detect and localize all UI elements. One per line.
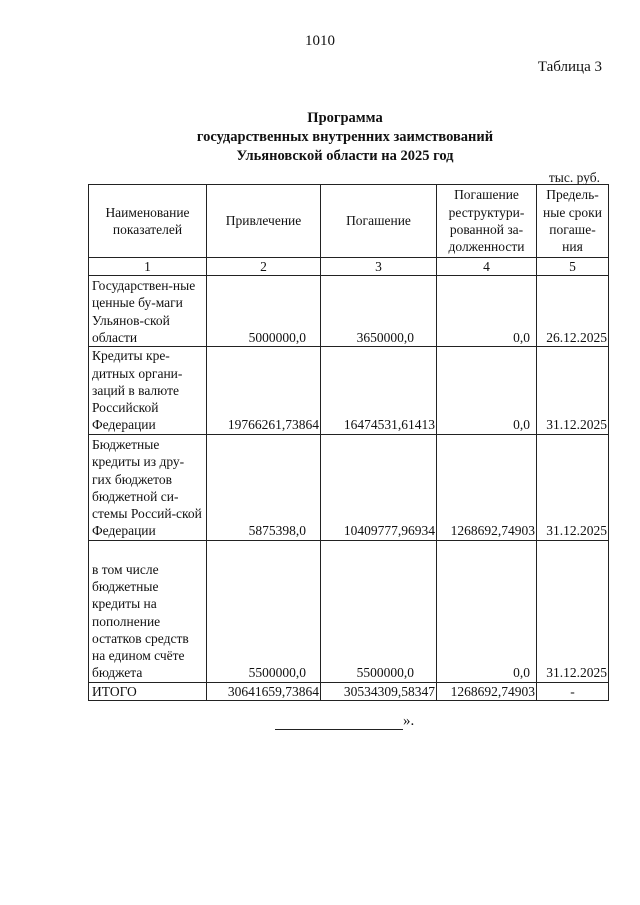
closing-mark <box>275 713 414 730</box>
header-attraction: Привлечение <box>207 185 321 258</box>
row-deadline: 26.12.2025 <box>537 276 609 347</box>
table-label: Таблица 3 <box>537 59 602 75</box>
row-repayment: 3650000,0 <box>321 276 437 347</box>
column-number-row <box>89 258 609 276</box>
table-row <box>89 276 609 347</box>
title-line-1: Программа <box>307 110 383 126</box>
row-restructured: 0,0 <box>437 540 537 682</box>
row-restructured: 1268692,74903 <box>437 434 537 540</box>
row-restructured: 0,0 <box>437 347 537 434</box>
table-header-row <box>89 185 609 258</box>
column-number: 4 <box>437 258 537 276</box>
column-number: 3 <box>321 258 437 276</box>
row-name: Государствен-ные ценные бу-маги Ульянов-ской области <box>89 276 207 347</box>
column-number: 5 <box>537 258 609 276</box>
page-number: 1010 <box>305 33 335 49</box>
total-name: ИТОГО <box>89 682 207 700</box>
row-deadline: 31.12.2025 <box>537 347 609 434</box>
closing-underline <box>275 715 403 730</box>
header-restructured-repayment: Погашение реструктури-рованной за-долженности <box>437 185 537 258</box>
row-deadline: 31.12.2025 <box>537 540 609 682</box>
column-number: 2 <box>207 258 321 276</box>
column-number: 1 <box>89 258 207 276</box>
document-title <box>0 109 640 166</box>
row-name: Кредиты кре-дитных органи-заций в валюте Российской Федерации <box>89 347 207 434</box>
closing-quote: ». <box>403 713 415 729</box>
row-repayment: 5500000,0 <box>321 540 437 682</box>
header-indicator-name: Наименование показателей <box>89 185 207 258</box>
table-row <box>89 540 609 682</box>
total-deadline: - <box>537 682 609 700</box>
table-row <box>89 347 609 434</box>
row-attraction: 5500000,0 <box>207 540 321 682</box>
header-repayment: Погашение <box>321 185 437 258</box>
borrowing-program-table <box>88 184 609 701</box>
table-row <box>89 434 609 540</box>
row-attraction: 19766261,73864 <box>207 347 321 434</box>
total-attraction: 30641659,73864 <box>207 682 321 700</box>
row-name: в том числе бюджетные кредиты на пополнение остатков средств на едином счёте бюджета <box>89 540 207 682</box>
total-restructured: 1268692,74903 <box>437 682 537 700</box>
header-deadline: Предель-ные сроки погаше-ния <box>537 185 609 258</box>
row-restructured: 0,0 <box>437 276 537 347</box>
title-line-2: государственных внутренних заимствований <box>196 129 494 145</box>
units-label: тыс. руб. <box>548 170 600 185</box>
row-repayment: 16474531,61413 <box>321 347 437 434</box>
row-attraction: 5875398,0 <box>207 434 321 540</box>
total-row <box>89 682 609 700</box>
row-repayment: 10409777,96934 <box>321 434 437 540</box>
title-line-3: Ульяновской области на 2025 год <box>236 148 454 164</box>
row-attraction: 5000000,0 <box>207 276 321 347</box>
total-repayment: 30534309,58347 <box>321 682 437 700</box>
row-name: Бюджетные кредиты из дру-гих бюджетов бюджетной си-стемы Россий-ской Федерации <box>89 434 207 540</box>
row-deadline: 31.12.2025 <box>537 434 609 540</box>
